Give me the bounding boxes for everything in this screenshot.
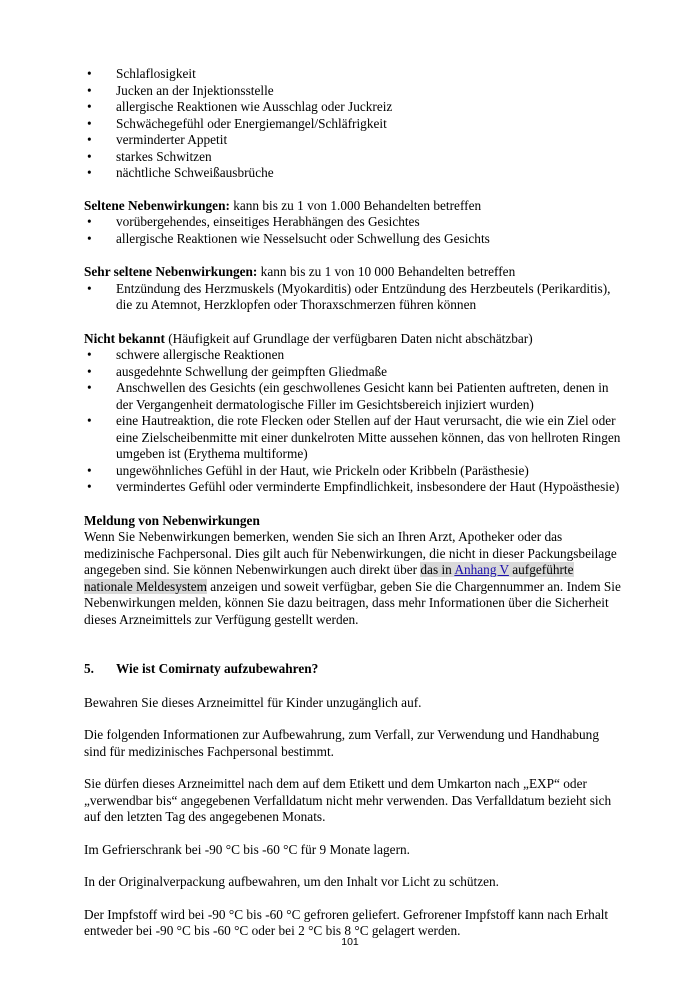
bullet: •	[87, 148, 92, 164]
unknown-frequency-heading: Nicht bekannt (Häufigkeit auf Grundlage der verfügbaren Daten nicht abschätzbar)	[84, 330, 533, 346]
document-page	[84, 66, 624, 940]
list-item: • Anschwellen des Gesichts (ein geschwollenes Gesicht kann bei Patienten auftreten, denen in der Vergangenheit dermatologische Filler im Gesichtsbereich injiziert wurden)	[87, 380, 609, 412]
list-item: • Schwächegefühl oder Energiemangel/Schläfrigkeit	[87, 115, 387, 131]
list-item: • Jucken an der Injektionsstelle	[87, 82, 274, 98]
storage-paragraph: Bewahren Sie dieses Arzneimittel für Kinder unzugänglich auf.	[84, 694, 422, 710]
bullet: •	[87, 280, 92, 296]
annex-v-link[interactable]: Anhang V	[454, 562, 509, 577]
bullet: •	[87, 347, 92, 362]
highlighted-text: das in	[420, 562, 455, 577]
bullet: •	[87, 380, 92, 395]
bullet: •	[87, 230, 92, 246]
list-item: • schwere allergische Reaktionen	[87, 347, 285, 362]
list-item: • vermindertes Gefühl oder verminderte Empfindlichkeit, insbesondere der Haut (Hypoästhesie)	[87, 479, 620, 494]
list-item: • allergische Reaktionen wie Nesselsucht oder Schwellung des Gesichts	[87, 230, 490, 246]
bullet: •	[87, 66, 92, 81]
highlighted-text: aufgeführte nationale Meldesystem	[84, 562, 574, 594]
storage-paragraph: Die folgenden Informationen zur Aufbewahrung, zum Verfall, zur Verwendung und Handhabung sind für medizinisches Fachpersonal bestimmt.	[84, 727, 599, 759]
unknown-frequency-list	[84, 347, 624, 496]
reporting-paragraph: Wenn Sie Nebenwirkungen bemerken, wenden Sie sich an Ihren Arzt, Apotheker oder das medizinische Fachpersonal. Dies gilt auch für Nebenwirkungen, die nicht in dieser Packungsbeilage angegeben sind. Sie können Nebenwirkungen auch direkt über das in Anhang V aufgeführte nationale Meldesystem anzeigen und soweit verfügbar, geben Sie die Chargennummer an. Indem Sie Nebenwirkungen melden, können Sie dazu beitragen, dass mehr Informationen über die Sicherheit dieses Arzneimittels zur Verfügung gestellt werden.	[84, 529, 621, 627]
list-item: • eine Hautreaktion, die rote Flecken oder Stellen auf der Haut verursacht, die wie ein Ziel oder eine Zielscheibenmitte mit einer dunkelroten Mitte aussehen können, das von hellroten Ringen umgeben ist (Erythema multiforme)	[87, 413, 621, 461]
page-number: 101	[341, 936, 359, 948]
bullet: •	[87, 115, 92, 131]
section-number: 5.	[84, 661, 94, 676]
bullet: •	[87, 99, 92, 114]
very-rare-heading: Sehr seltene Nebenwirkungen: kann bis zu 1 von 10 000 Behandelten betreffen	[84, 264, 516, 279]
list-item: • starkes Schwitzen	[87, 148, 212, 164]
bullet: •	[87, 132, 92, 147]
storage-paragraph: Im Gefrierschrank bei -90 °C bis -60 °C für 9 Monate lagern.	[84, 841, 410, 857]
bullet: •	[87, 214, 92, 229]
list-item: • ungewöhnliches Gefühl in der Haut, wie Prickeln oder Kribbeln (Parästhesie)	[87, 462, 529, 478]
bullet: •	[87, 413, 92, 428]
list-item: • allergische Reaktionen wie Ausschlag oder Juckreiz	[87, 99, 393, 114]
very-rare-list	[84, 281, 624, 314]
list-item: • ausgedehnte Schwellung der geimpften Gliedmaße	[87, 363, 388, 379]
list-item: • nächtliche Schweißausbrüche	[87, 165, 274, 180]
storage-paragraph: Sie dürfen dieses Arzneimittel nach dem auf dem Etikett und dem Umkarton nach „EXP“ oder „verwendbar bis“ angegebenen Verfalldatum nicht mehr verwenden. Das Verfalldatum bezieht sich auf den letzten Tag des angegebenen Monats.	[84, 776, 612, 824]
list-item: • Entzündung des Herzmuskels (Myokarditis) oder Entzündung des Herzbeutels (Perikarditis), die zu Atemnot, Herzklopfen oder Thoraxschmerzen führen können	[87, 280, 611, 312]
list-item: • Schlaflosigkeit	[87, 66, 196, 81]
section-5-heading	[84, 661, 624, 678]
rare-list	[84, 214, 624, 247]
bullet: •	[87, 462, 92, 478]
bullet: •	[87, 363, 92, 379]
storage-paragraph: In der Originalverpackung aufbewahren, um den Inhalt vor Licht zu schützen.	[84, 874, 500, 889]
bullet: •	[87, 165, 92, 180]
section-title: Wie ist Comirnaty aufzubewahren?	[116, 661, 319, 676]
reporting-heading: Meldung von Nebenwirkungen	[84, 512, 260, 528]
list-item: • verminderter Appetit	[87, 132, 228, 147]
bullet: •	[87, 82, 92, 98]
side-effects-list-continued	[84, 66, 624, 182]
list-item: • vorübergehendes, einseitiges Herabhängen des Gesichtes	[87, 214, 420, 229]
bullet: •	[87, 479, 92, 494]
rare-heading: Seltene Nebenwirkungen: kann bis zu 1 von 1.000 Behandelten betreffen	[84, 197, 482, 213]
storage-paragraph: Der Impfstoff wird bei -90 °C bis -60 °C gefroren geliefert. Gefrorener Impfstoff kann nach Erhalt entweder bei -90 °C bis -60 °C oder bei 2 °C bis 8 °C gelagert werden.	[84, 906, 609, 938]
